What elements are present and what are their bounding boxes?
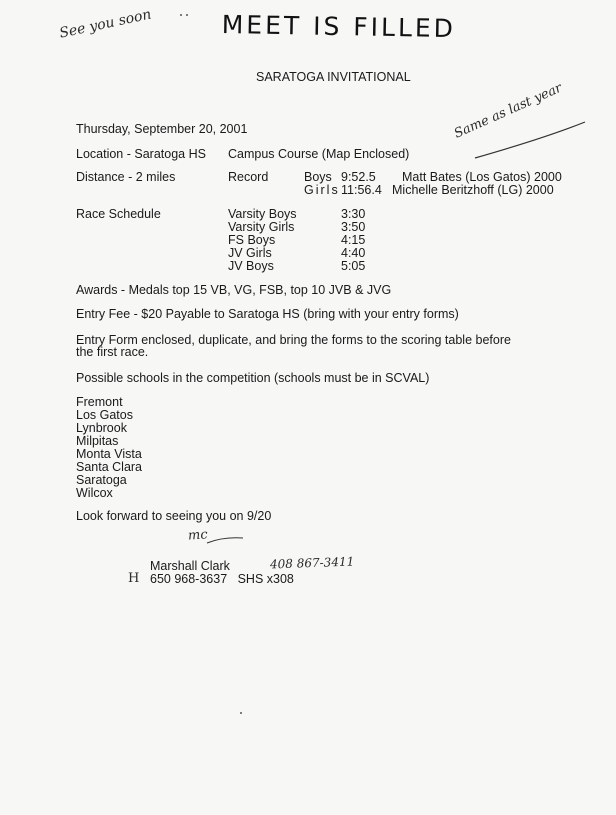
contact-phone: 650 968-3637 SHS x308 — [150, 572, 294, 586]
list-item: Fremont — [76, 395, 123, 409]
handwritten-initials: mc — [187, 527, 209, 544]
location-value: Campus Course (Map Enclosed) — [228, 147, 410, 161]
schedule-times — [341, 208, 365, 273]
event-date: Thursday, September 20, 2001 — [76, 122, 248, 136]
list-item: Saratoga — [76, 473, 127, 487]
entry-form-line-1: Entry Form enclosed, duplicate, and bring the forms to the scoring table before — [76, 333, 511, 347]
schedule-time: 5:05 — [341, 259, 366, 273]
contact-marker: H — [128, 571, 140, 586]
schedule-time: 3:30 — [341, 207, 366, 221]
handwritten-margin-note: Same as last year — [452, 80, 565, 142]
schedule-race: Varsity Boys — [228, 207, 297, 221]
schedule-races — [228, 208, 297, 273]
record-girls-holder: Michelle Beritzhoff (LG) 2000 — [392, 183, 554, 197]
schedule-race: JV Girls — [228, 246, 272, 260]
record-label: Record — [228, 170, 269, 184]
list-item: Wilcox — [76, 486, 113, 500]
handwritten-phone: 408 867-3411 — [269, 554, 355, 572]
schedule-race: JV Boys — [228, 259, 274, 273]
entry-form-line-2: the first race. — [76, 345, 149, 359]
awards-line: Awards - Medals top 15 VB, VG, FSB, top 10 JVB & JVG — [76, 283, 392, 297]
record-boys-time: 9:52.5 — [341, 170, 376, 184]
schedule-race: FS Boys — [228, 233, 276, 247]
list-item: Los Gatos — [76, 408, 133, 422]
schedule-label: Race Schedule — [76, 207, 161, 221]
entry-fee-line: Entry Fee - $20 Payable to Saratoga HS (bring with your entry forms) — [76, 307, 459, 321]
schools-intro: Possible schools in the competition (schools must be in SCVAL) — [76, 371, 430, 385]
schedule-time: 4:40 — [341, 246, 366, 260]
handwritten-greeting: See you soon — [58, 6, 153, 42]
record-girls-time: 11:56.4 — [341, 183, 382, 197]
schedule-time: 3:50 — [341, 220, 366, 234]
contact-name: Marshall Clark — [150, 559, 230, 573]
schools-list — [76, 396, 142, 500]
margin-underline-stroke — [470, 118, 590, 168]
schedule-time: 4:15 — [341, 233, 366, 247]
handwritten-headline: MEET IS FILLED — [221, 10, 457, 44]
list-item: Milpitas — [76, 434, 119, 448]
closing-line: Look forward to seeing you on 9/20 — [76, 509, 272, 523]
document-title: SARATOGA INVITATIONAL — [256, 70, 411, 84]
list-item: Lynbrook — [76, 421, 127, 435]
record-girls-division: Girls — [304, 183, 340, 197]
initials-stroke — [205, 535, 245, 547]
record-boys-division: Boys — [304, 170, 332, 184]
list-item: Monta Vista — [76, 447, 142, 461]
distance-label: Distance - 2 miles — [76, 170, 176, 184]
location-label: Location - Saratoga HS — [76, 147, 206, 161]
list-item: Santa Clara — [76, 460, 143, 474]
schedule-race: Varsity Girls — [228, 220, 295, 234]
record-boys-holder: Matt Bates (Los Gatos) 2000 — [402, 170, 562, 184]
